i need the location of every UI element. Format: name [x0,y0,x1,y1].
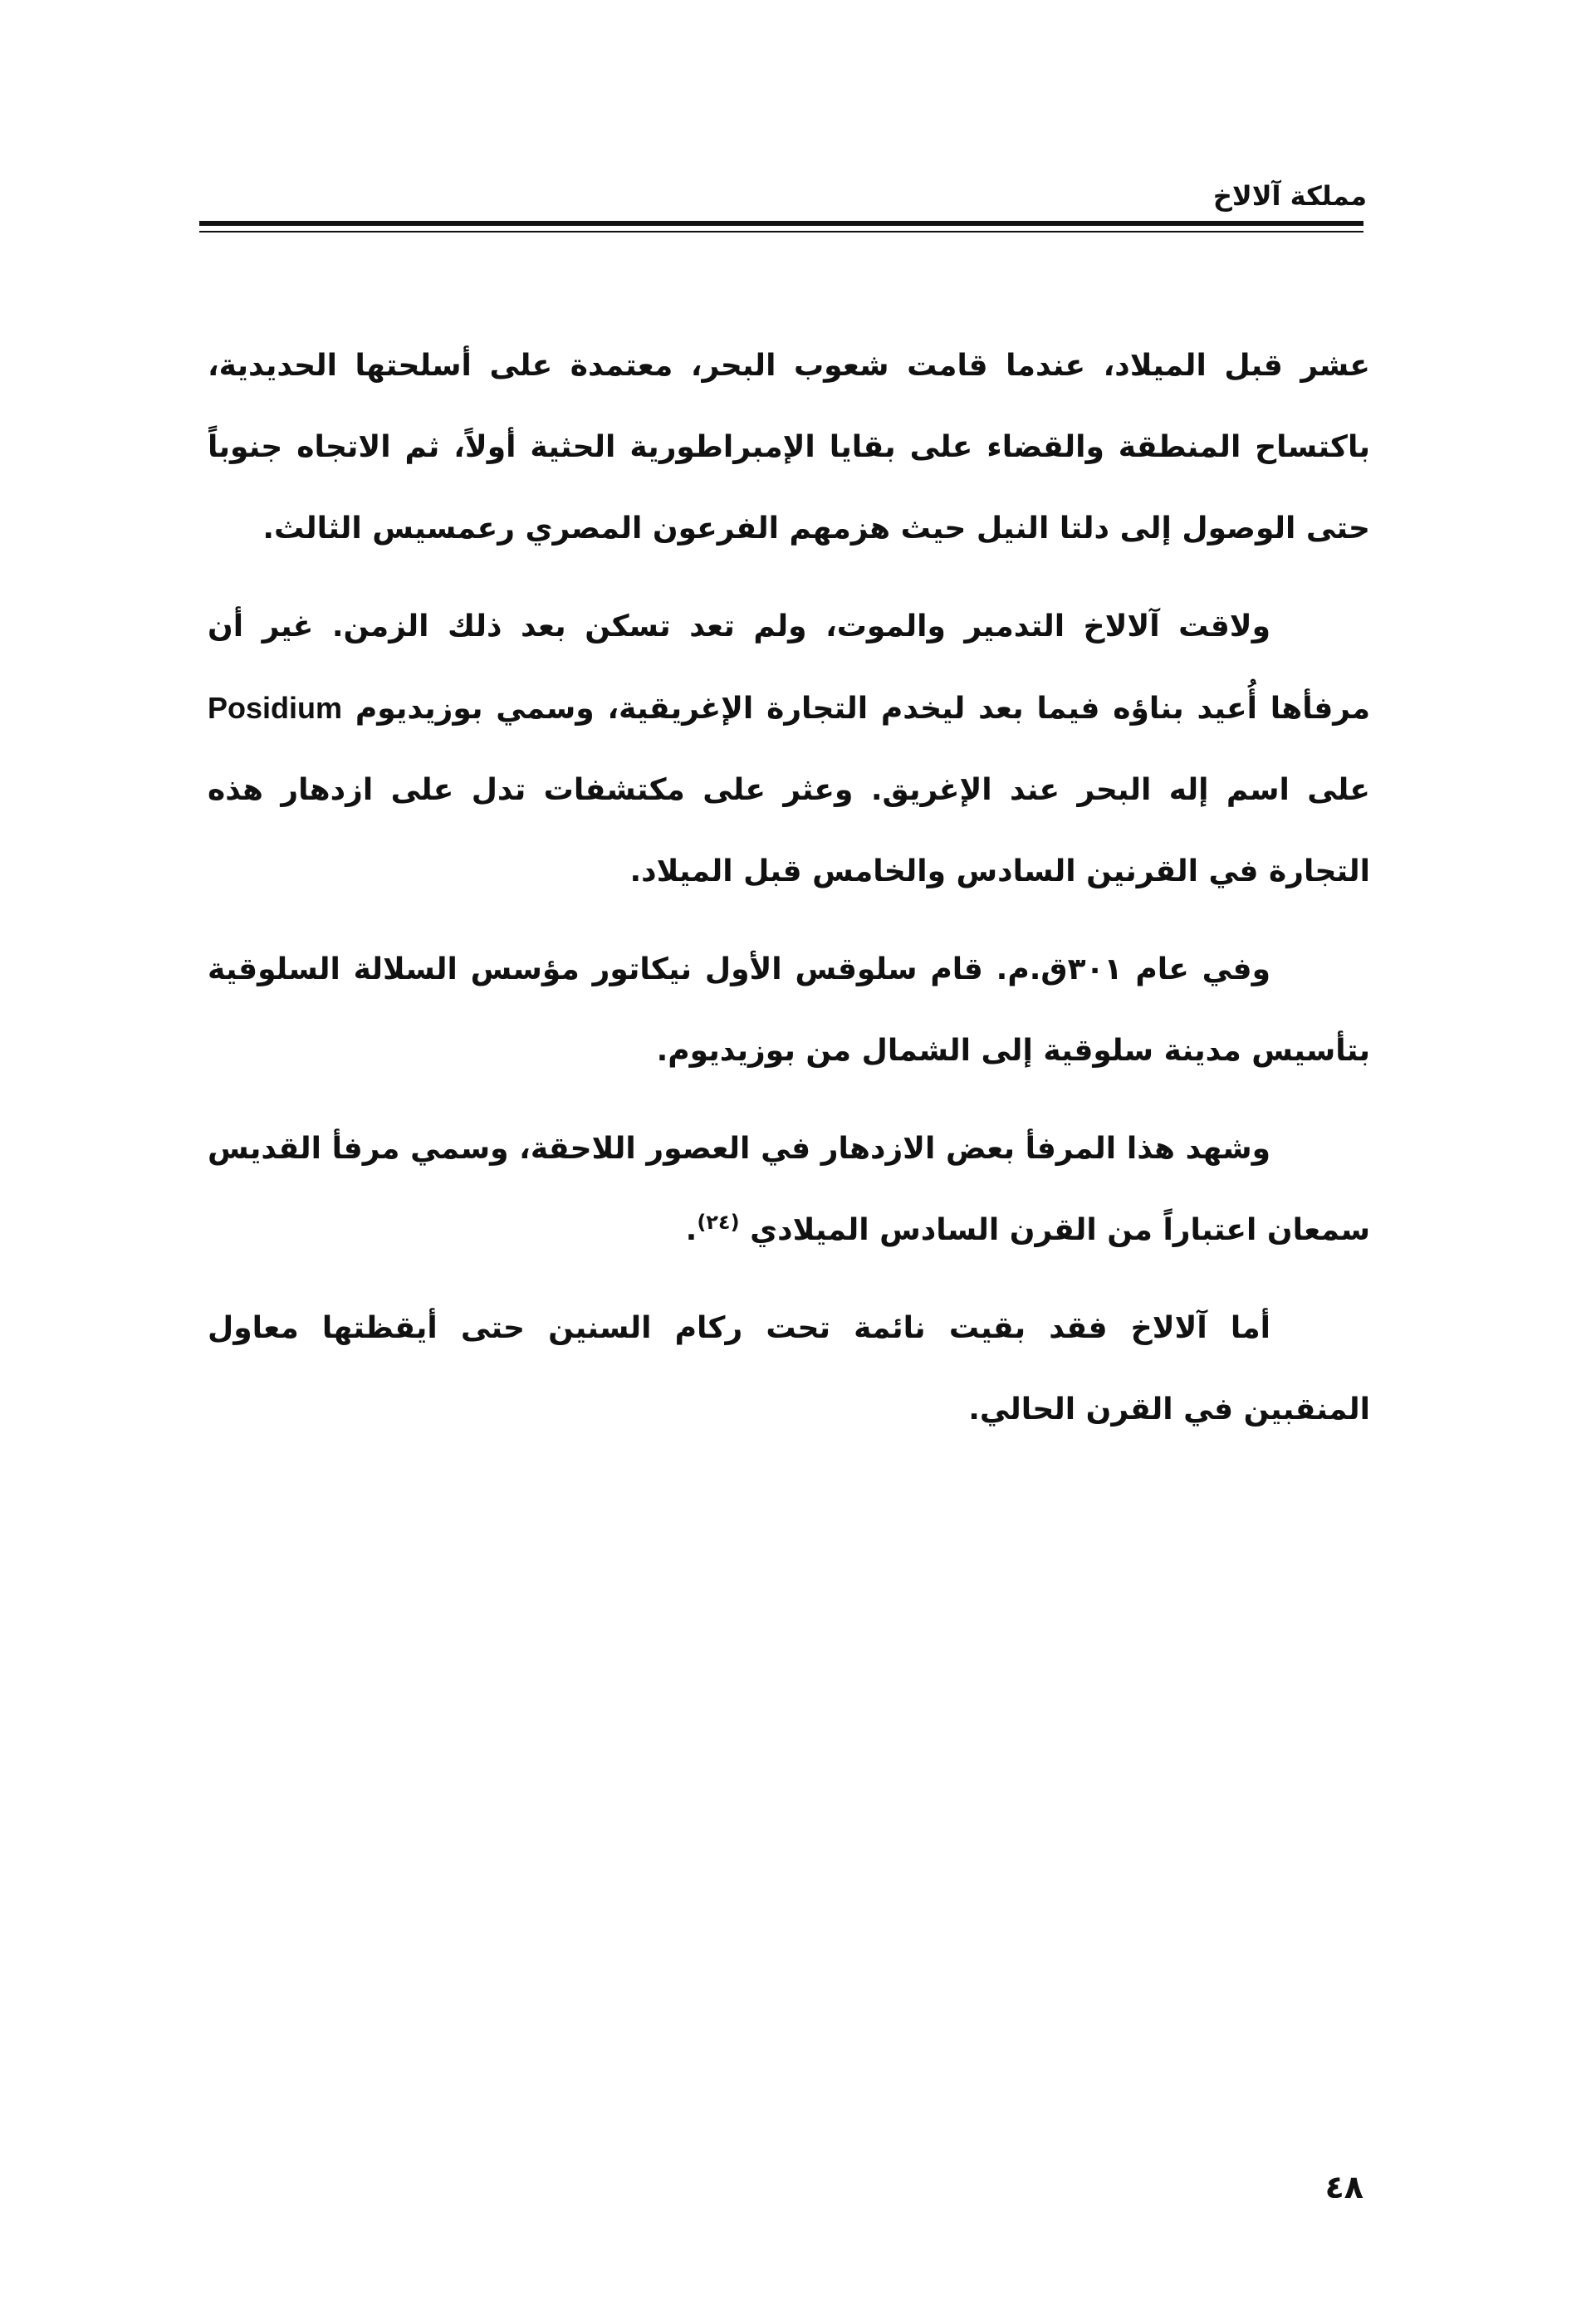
paragraph-4 [208,1109,1370,1271]
paragraph-1-text: عشر قبل الميلاد، عندما قامت شعوب البحر، معتمدة على أسلحتها الحديدية، باكتساح المنطقة والقضاء على بقايا الإمبراطورية الحثية أولاً، ثم الاتجاه جنوباً حتى الوصول إلى دلتا النيل حيث هزمهم الفرعون المصري رعمسيس الثالث. [208,349,1370,546]
paragraph-4-end: . [685,1213,698,1247]
paragraph-5-text: أما آلالاخ فقد بقيت نائمة تحت ركام السنين حتى أيقظتها معاول المنقبين في القرن الحالي. [208,1311,1370,1427]
footnote-reference: (٢٤) [697,1211,740,1234]
paragraph-3 [208,929,1370,1092]
paragraph-3-text: وفي عام ٣٠١ق.م. قام سلوقس الأول نيكاتور مؤسس السلالة السلوقية بتأسيس مدينة سلوقية إلى الشمال من بوزيديوم. [208,952,1370,1068]
posidium-term: Posidium [208,691,343,725]
page-number: ٤٨ [1324,2169,1363,2205]
header-rule-thick [199,221,1363,226]
paragraph-1 [208,325,1370,570]
running-header-title: مملكة آلالاخ [1212,180,1367,212]
body-text [208,325,1370,1467]
paragraph-2 [208,586,1370,913]
header-rule-thin [199,231,1363,232]
paragraph-5 [208,1288,1370,1451]
paragraph-2-text-before: ولاقت آلالاخ التدمير والموت، ولم تعد تسكن بعد ذلك الزمن. غير أن مرفأها أُعيد بناؤه فيما بعد ليخدم التجارة الإغريقية، وسمي بوزيديوم [208,609,1370,726]
paragraph-2-text-after: على اسم إله البحر عند الإغريق. وعثر على مكتشفات تدل على ازدهار هذه التجارة في القرنين السادس والخامس قبل الميلاد. [208,773,1370,888]
paragraph-4-text: وشهد هذا المرفأ بعض الازدهار في العصور اللاحقة، وسمي مرفأ القديس سمعان اعتباراً من القرن السادس الميلادي [208,1132,1370,1247]
